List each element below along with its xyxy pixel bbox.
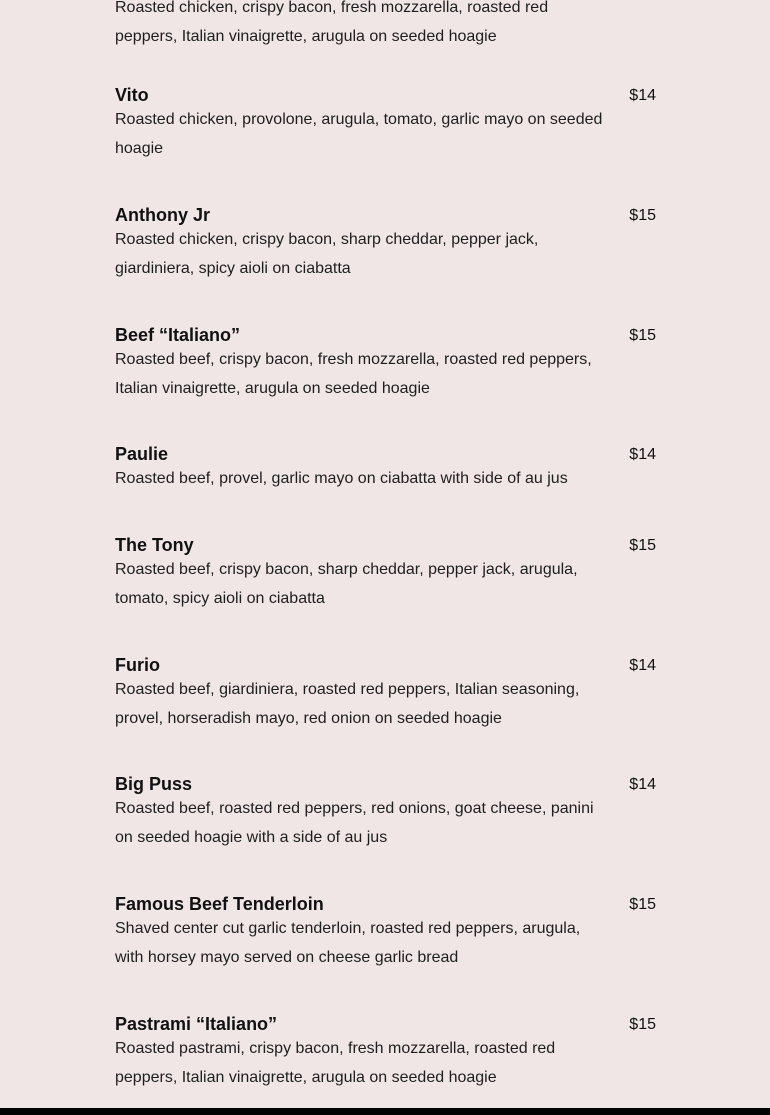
menu-item-price: $14 bbox=[629, 446, 656, 463]
menu-item-name: Big Puss bbox=[115, 774, 193, 794]
menu-item-price: $14 bbox=[629, 87, 656, 104]
menu-item-price: $15 bbox=[629, 896, 656, 913]
menu-item-price: $14 bbox=[629, 657, 656, 674]
menu-item-description: Roasted chicken, provolone, arugula, tomato, garlic mayo on seeded hoagie bbox=[115, 111, 603, 157]
menu-item-name: Pastrami “Italiano” bbox=[115, 1014, 278, 1034]
menu-item-price: $15 bbox=[629, 1016, 656, 1033]
menu-item-description: Roasted chicken, crispy bacon, fresh mozzarella, roasted red peppers, Italian vinaigrette, arugula on seeded hoagie bbox=[115, 0, 549, 45]
bottom-border bbox=[0, 1108, 770, 1115]
menu-item-description: Shaved center cut garlic tenderloin, roasted red peppers, arugula, with horsey mayo served on cheese garlic bread bbox=[115, 920, 581, 966]
menu-item-description: Roasted beef, crispy bacon, fresh mozzarella, roasted red peppers, Italian vinaigrette, arugula on seeded hoagie bbox=[115, 351, 592, 397]
menu-item-name: Beef “Italiano” bbox=[115, 325, 241, 345]
menu-item-name: Vito bbox=[115, 85, 149, 105]
menu-item-description: Roasted beef, provel, garlic mayo on ciabatta with side of au jus bbox=[115, 470, 568, 487]
menu-item-name: Anthony Jr bbox=[115, 205, 211, 225]
menu-item-price: $15 bbox=[629, 537, 656, 554]
menu-item-name: The Tony bbox=[115, 535, 194, 555]
menu-item-name: Famous Beef Tenderloin bbox=[115, 894, 324, 914]
menu-item-description: Roasted beef, roasted red peppers, red onions, goat cheese, panini on seeded hoagie with a side of au jus bbox=[115, 800, 594, 846]
menu-item-description: Roasted beef, crispy bacon, sharp cheddar, pepper jack, arugula, tomato, spicy aioli on ciabatta bbox=[115, 561, 578, 607]
menu-item-price: $14 bbox=[629, 776, 656, 793]
menu-item-name: Paulie bbox=[115, 444, 169, 464]
menu-item-description: Roasted beef, giardiniera, roasted red peppers, Italian seasoning, provel, horseradish mayo, red onion on seeded hoagie bbox=[115, 681, 580, 727]
menu-item-description: Roasted pastrami, crispy bacon, fresh mozzarella, roasted red peppers, Italian vinaigrette, arugula on seeded hoagie bbox=[115, 1040, 556, 1086]
menu-item-price: $15 bbox=[629, 327, 656, 344]
menu-item-name: Furio bbox=[115, 655, 160, 675]
menu-item-description: Roasted chicken, crispy bacon, sharp cheddar, pepper jack, giardiniera, spicy aioli on ciabatta bbox=[115, 231, 539, 277]
menu-item-price: $15 bbox=[629, 207, 656, 224]
